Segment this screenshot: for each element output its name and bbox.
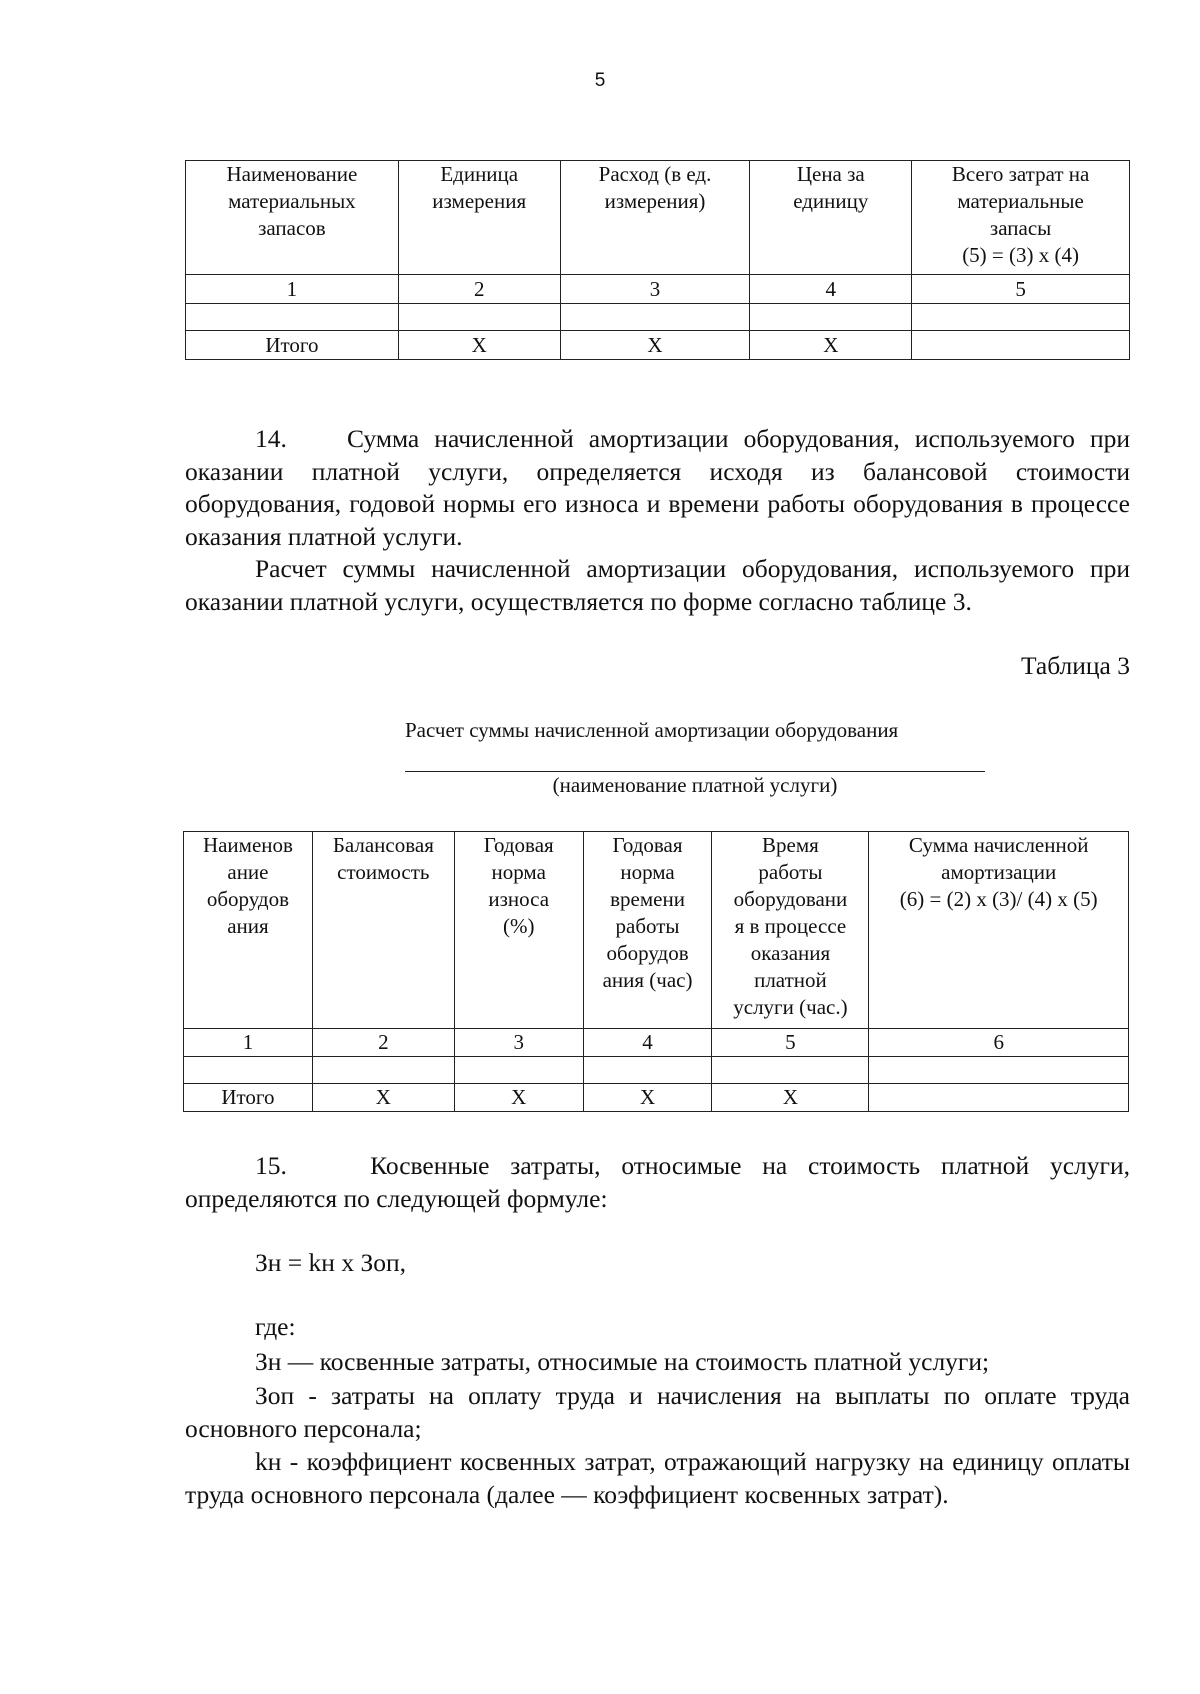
- column-number: 6: [869, 1029, 1129, 1057]
- paragraph-14-continuation: Расчет суммы начисленной амортизации оборудования, используемого при оказании платной услуги, осуществляется по форме согласно таблице 3.: [185, 554, 1130, 616]
- paragraph-text: Сумма начисленной амортизации оборудования, используемого при оказании платной услуги, определяется исходя из балансовой стоимости оборудования, годовой нормы его износа и времени работы оборудования в процессе оказания платной услуги.: [185, 424, 1130, 551]
- table-total-row: [186, 331, 1130, 360]
- column-number: 1: [186, 275, 399, 304]
- table-cell: [583, 1057, 712, 1084]
- total-cell: [912, 331, 1130, 360]
- table-title: Расчет суммы начисленной амортизации оборудования: [405, 718, 899, 742]
- table-row: [186, 304, 1130, 331]
- paragraph-15: [185, 1150, 1130, 1215]
- column-number: 2: [398, 275, 560, 304]
- definition-kn: kн - коэффициент косвенных затрат, отражающий нагрузку на единицу оплаты труда основного персонала (далее — коэффициент косвенных затрат).: [185, 1447, 1130, 1509]
- total-cell: Х: [712, 1084, 869, 1112]
- total-cell: Итого: [186, 331, 399, 360]
- table-cell: [712, 1057, 869, 1084]
- header-cell: Сумма начисленной амортизации (6) = (2) х (3)/ (4) х (5): [869, 832, 1129, 1029]
- column-number: 5: [712, 1029, 869, 1057]
- column-number: 2: [312, 1029, 454, 1057]
- header-cell: Годовая норма времени работы оборудов ания (час): [583, 832, 712, 1029]
- table-header-row: [184, 832, 1129, 1029]
- column-number: 4: [583, 1029, 712, 1057]
- table-cell: [186, 304, 399, 331]
- table-cell: [750, 304, 912, 331]
- definition-zn: Зн — косвенные затраты, относимые на стоимость платной услуги;: [255, 1347, 990, 1376]
- page-number: 5: [594, 70, 606, 91]
- paragraph-14: [185, 423, 1130, 553]
- total-cell: [869, 1084, 1129, 1112]
- table-cell: [312, 1057, 454, 1084]
- table-number-row: [186, 275, 1130, 304]
- table-cell: [454, 1057, 583, 1084]
- total-cell: Х: [560, 331, 750, 360]
- total-cell: Итого: [184, 1084, 313, 1112]
- column-number: 1: [184, 1029, 313, 1057]
- table-cell: [184, 1057, 313, 1084]
- column-number: 3: [560, 275, 750, 304]
- table-number-row: [184, 1029, 1129, 1057]
- column-number: 5: [912, 275, 1130, 304]
- table-cell: [398, 304, 560, 331]
- table-label: Таблица 3: [1020, 651, 1130, 680]
- header-cell: Всего затрат на материальные запасы (5) = (3) х (4): [912, 161, 1130, 275]
- definition-zop: Зоп - затраты на оплату труда и начисления на выплаты по оплате труда основного персонала;: [185, 1381, 1130, 1443]
- total-cell: Х: [750, 331, 912, 360]
- paragraph-number: 15.: [255, 1151, 287, 1180]
- header-cell: Единица измерения: [398, 161, 560, 275]
- header-cell: Наименование материальных запасов: [186, 161, 399, 275]
- paragraph-number: 14.: [255, 424, 287, 453]
- total-cell: Х: [312, 1084, 454, 1112]
- material-costs-table: [185, 160, 1130, 360]
- table-row: [184, 1057, 1129, 1084]
- where-label: где:: [255, 1312, 296, 1341]
- header-cell: Время работы оборудовани я в процессе оказания платной услуги (час.): [712, 832, 869, 1029]
- total-cell: Х: [583, 1084, 712, 1112]
- service-name-line: [405, 771, 985, 772]
- table-cell: [560, 304, 750, 331]
- header-cell: Расход (в ед. измерения): [560, 161, 750, 275]
- paragraph-text: Косвенные затраты, относимые на стоимость платной услуги, определяются по следующей формуле:: [185, 1151, 1130, 1213]
- total-cell: Х: [398, 331, 560, 360]
- depreciation-table: [183, 831, 1129, 1112]
- column-number: 4: [750, 275, 912, 304]
- table-total-row: [184, 1084, 1129, 1112]
- table-cell: [912, 304, 1130, 331]
- table-header-row: [186, 161, 1130, 275]
- header-cell: Цена за единицу: [750, 161, 912, 275]
- table-cell: [869, 1057, 1129, 1084]
- column-number: 3: [454, 1029, 583, 1057]
- formula: Зн = kн х Зоп,: [255, 1248, 406, 1277]
- service-name-caption: (наименование платной услуги): [552, 773, 838, 797]
- header-cell: Наименов ание оборудов ания: [184, 832, 313, 1029]
- header-cell: Годовая норма износа (%): [454, 832, 583, 1029]
- header-cell: Балансовая стоимость: [312, 832, 454, 1029]
- total-cell: Х: [454, 1084, 583, 1112]
